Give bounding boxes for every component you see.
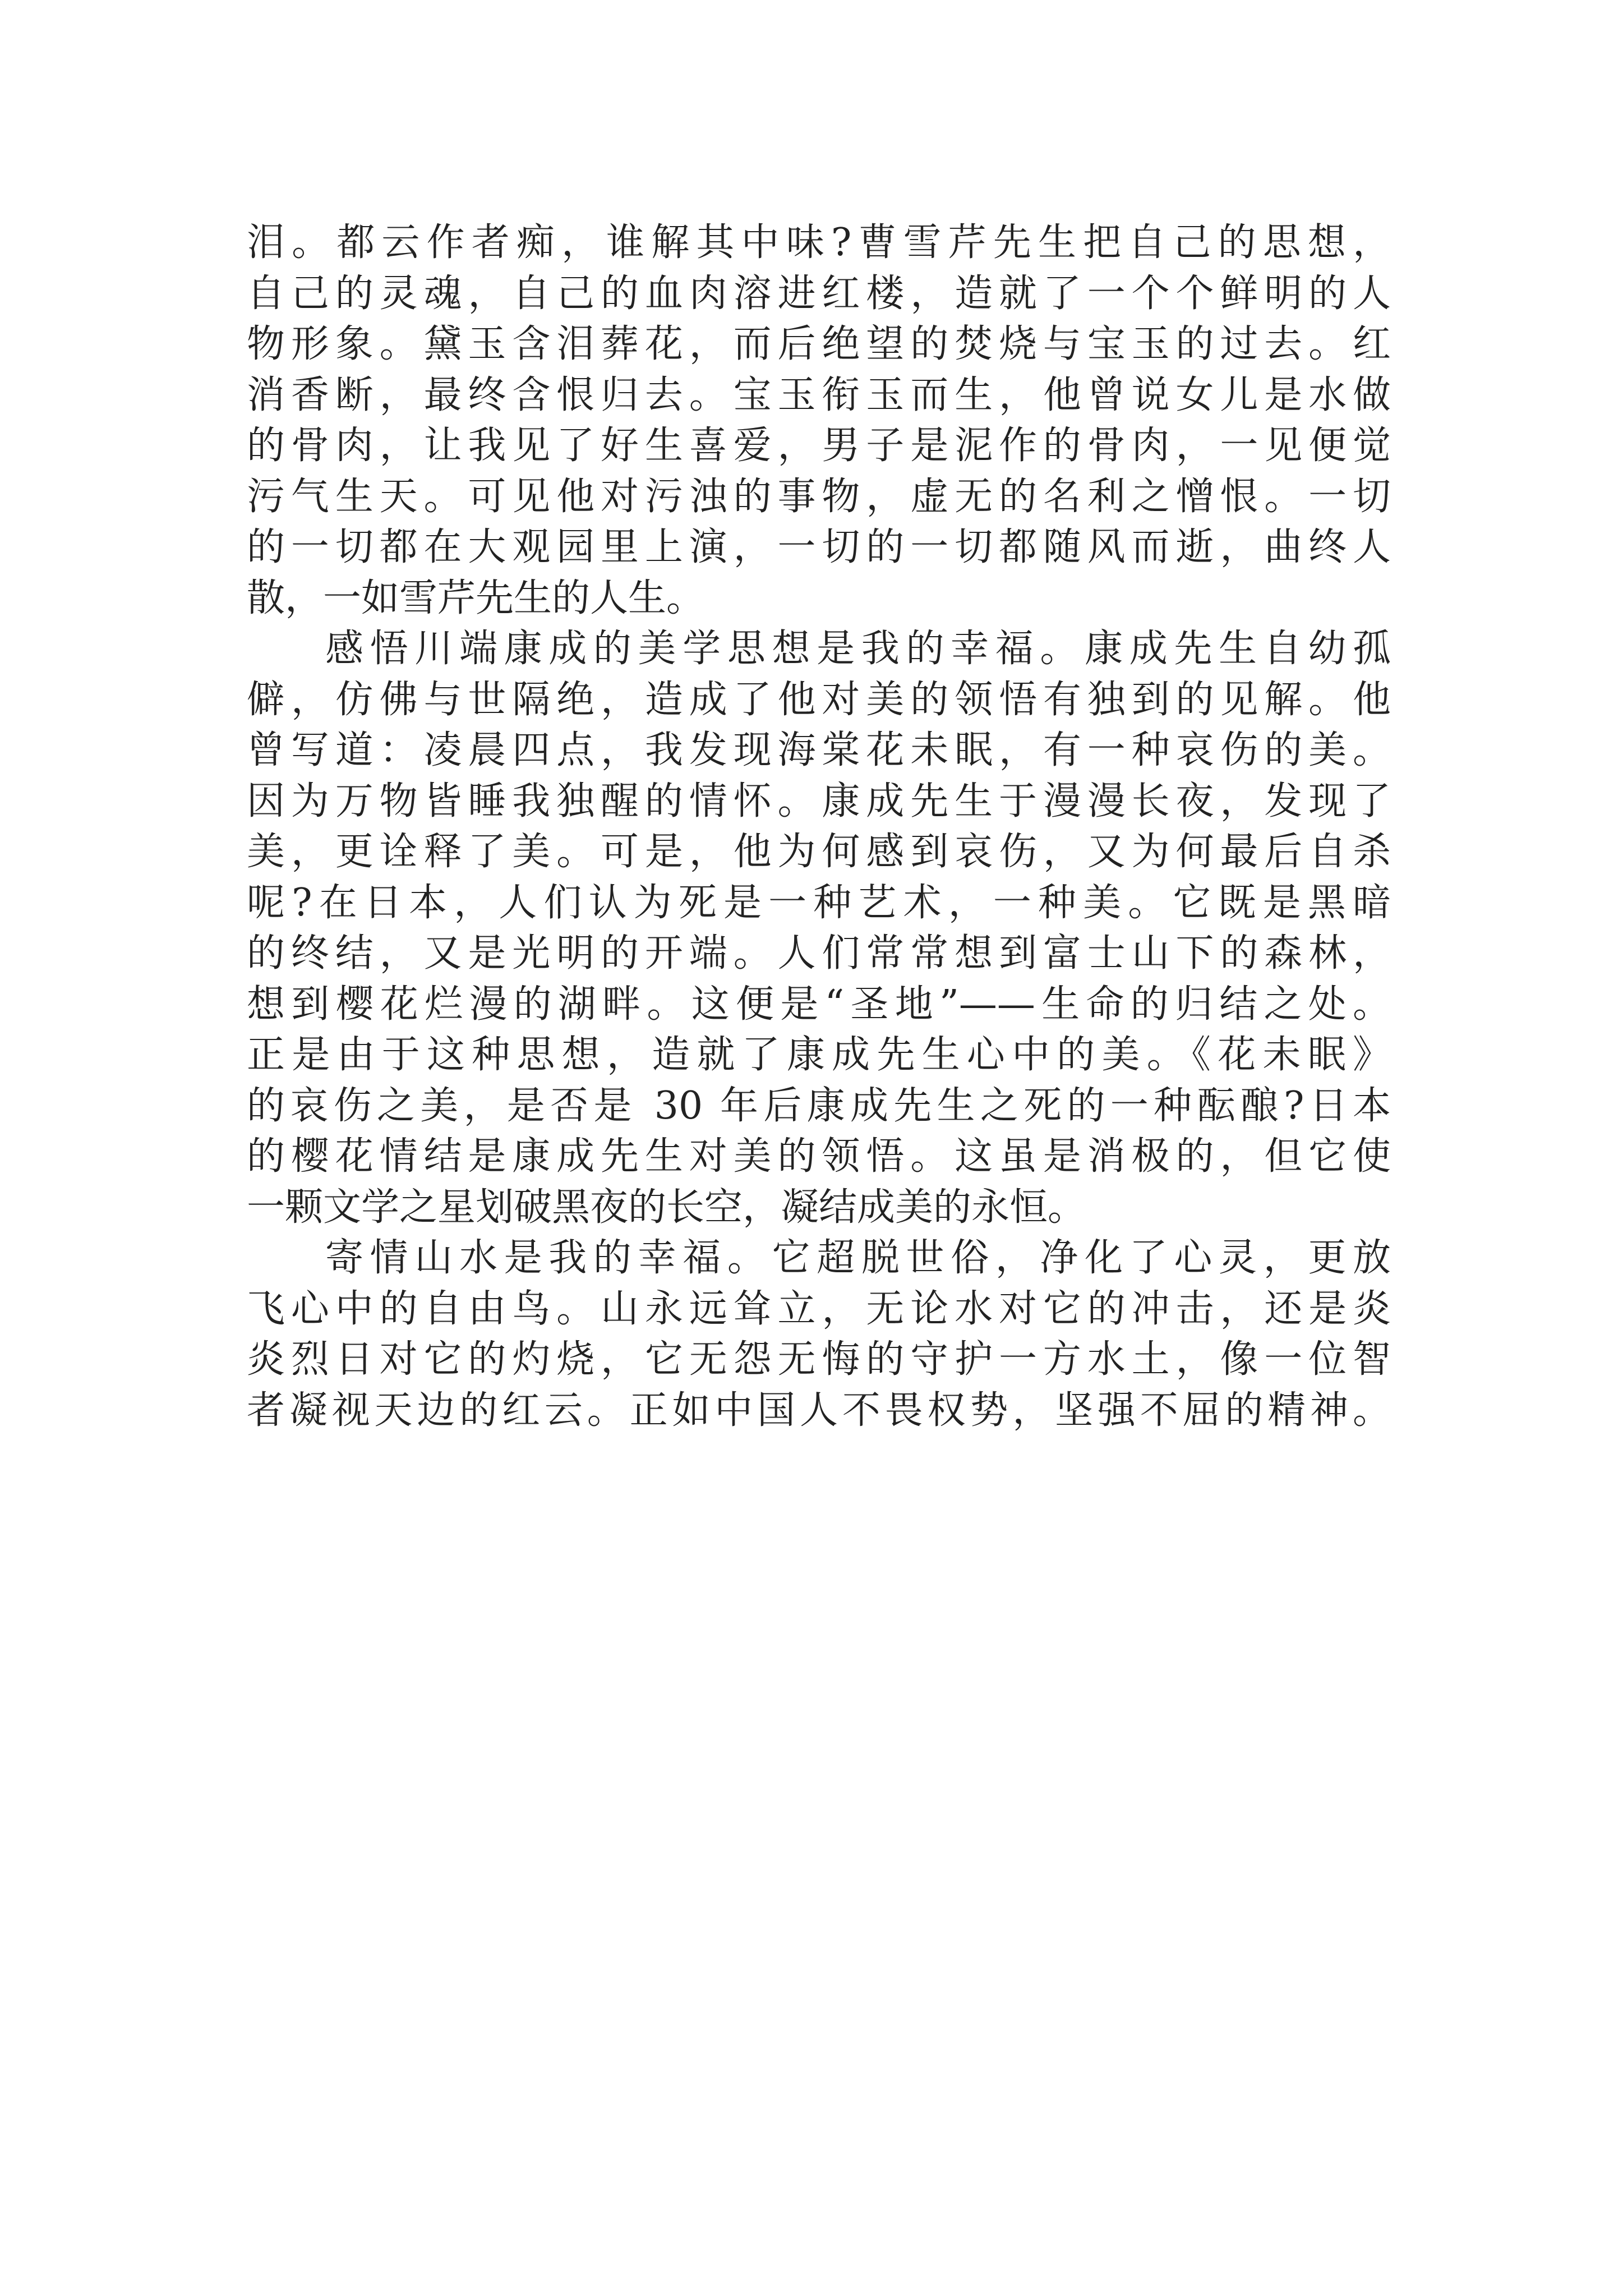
text-line: 者凝视天边的红云。正如中国人不畏权势，坚强不屈的精神。 — [247, 1388, 1391, 1433]
text-line: 一颗文学之星划破黑夜的长空，凝结成美的永恒。 — [247, 1185, 1086, 1230]
text-line: 美，更诠释了美。可是，他为何感到哀伤，又为何最后自杀 — [247, 830, 1391, 874]
text-line: 呢?在日本，人们认为死是一种艺术，一种美。它既是黑暗 — [247, 880, 1391, 925]
text-line: 飞心中的自由鸟。山永远耸立，无论水对它的冲击，还是炎 — [247, 1286, 1391, 1331]
text-line: 曾写道：凌晨四点，我发现海棠花未眠，有一种哀伤的美。 — [247, 728, 1391, 772]
paragraph-first-line: 感悟川端康成的美学思想是我的幸福。康成先生自幼孤 — [325, 627, 1391, 671]
text-line: 污气生天。可见他对污浊的事物，虚无的名利之憎恨。一切 — [247, 474, 1391, 519]
text-line: 自己的灵魂，自己的血肉溶进红楼，造就了一个个鲜明的人 — [247, 271, 1391, 316]
text-line: 的骨肉，让我见了好生喜爱，男子是泥作的骨肉，一见便觉 — [247, 424, 1391, 468]
text-line: 炎烈日对它的灼烧，它无怨无悔的守护一方水土，像一位智 — [247, 1337, 1391, 1382]
text-line: 散，一如雪芹先生的人生。 — [247, 576, 705, 620]
text-line: 的樱花情结是康成先生对美的领悟。这虽是消极的，但它使 — [247, 1134, 1391, 1179]
body-text — [247, 218, 1391, 1436]
text-line: 的一切都在大观园里上演，一切的一切都随风而逝，曲终人 — [247, 525, 1391, 569]
text-line: 正是由于这种思想，造就了康成先生心中的美。《花未眠》 — [247, 1033, 1391, 1077]
paragraph-first-line: 寄情山水是我的幸福。它超脱世俗，净化了心灵，更放 — [325, 1236, 1391, 1280]
text-line: 的哀伤之美，是否是 30 年后康成先生之死的一种酝酿?日本 — [247, 1083, 1391, 1128]
text-line: 因为万物皆睡我独醒的情怀。康成先生于漫漫长夜，发现了 — [247, 779, 1391, 823]
text-line: 想到樱花烂漫的湖畔。这便是“圣地”——生命的归结之处。 — [247, 982, 1391, 1027]
text-line: 僻，仿佛与世隔绝，造成了他对美的领悟有独到的见解。他 — [247, 677, 1391, 722]
text-line: 的终结，又是光明的开端。人们常常想到富士山下的森林， — [247, 931, 1391, 976]
text-line: 消香断，最终含恨归去。宝玉衔玉而生，他曾说女儿是水做 — [247, 372, 1391, 417]
text-line: 泪。都云作者痴，谁解其中味?曹雪芹先生把自己的思想， — [247, 220, 1391, 265]
text-line: 物形象。黛玉含泪葬花，而后绝望的焚烧与宝玉的过去。红 — [247, 322, 1391, 366]
